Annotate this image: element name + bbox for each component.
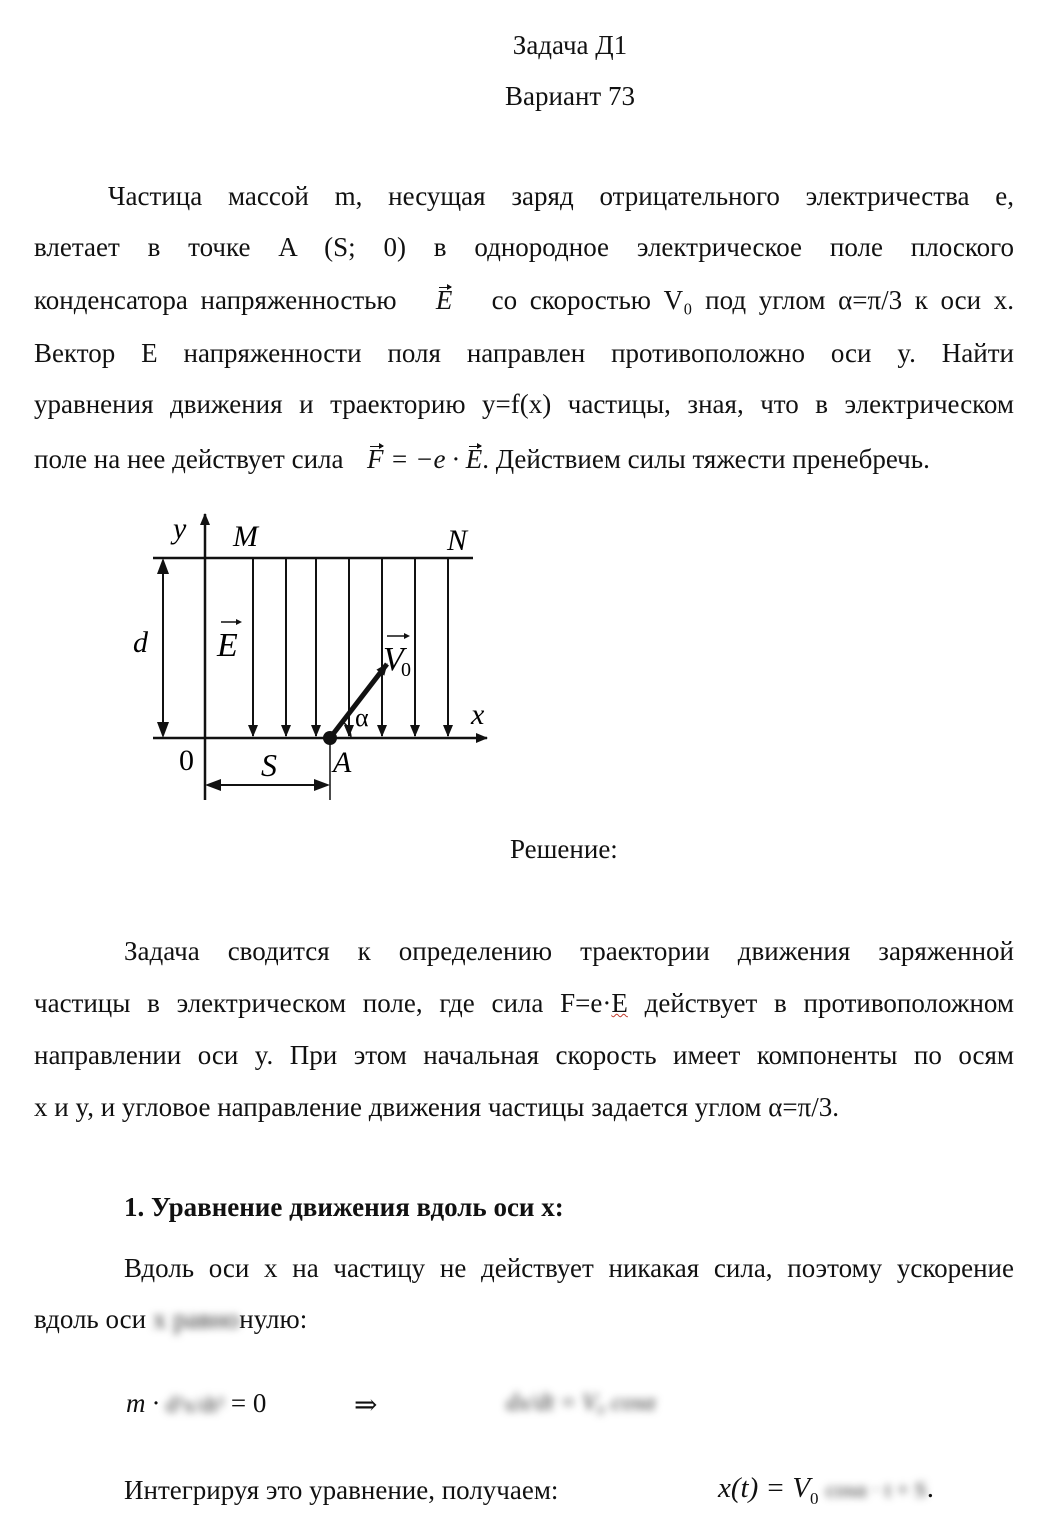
solution-line-2-e: E xyxy=(611,988,628,1018)
eq-zero: = 0 xyxy=(230,1388,267,1418)
problem-line-6a: поле на нее действует сила xyxy=(34,444,344,474)
integrate-text: Интегрируя это уравнение, получаем: xyxy=(124,1475,559,1505)
point-a-dot xyxy=(323,731,337,745)
eq-m: m · xyxy=(126,1388,159,1418)
capacitor-diagram xyxy=(125,510,505,810)
solution-line-4: x и y, и угловое направление движения частицы задается углом α=π/3. xyxy=(34,1092,840,1122)
solution-line-2a: частицы в электрическом поле, где сила F=e· xyxy=(34,988,612,1018)
problem-line-3b: со скоростью V₀ под углом α=π/3 к оси x. xyxy=(491,285,1014,315)
vector-e-symbol: E xyxy=(435,285,453,315)
force-formula-equals: = −e · xyxy=(383,444,466,474)
blurred-text: x равно xyxy=(152,1304,240,1334)
solution-heading: Решение: xyxy=(510,834,618,864)
problem-line-3 xyxy=(34,285,1014,316)
problem-line-1: Частица массой m, несущая заряд отрицательного электричества e, xyxy=(108,181,1014,211)
xt-formula xyxy=(718,1472,934,1509)
variant-title: Вариант 73 xyxy=(505,81,635,111)
label-v0: V xyxy=(383,641,404,678)
label-n: N xyxy=(447,524,468,557)
label-m: M xyxy=(233,520,258,553)
label-a: A xyxy=(333,746,352,779)
section-1-line-2b: нулю: xyxy=(239,1304,308,1334)
force-vector-symbol: F xyxy=(367,444,384,474)
solution-line-3: направлении оси y. При этом начальная скорость имеет компоненты по осям xyxy=(34,1040,1014,1070)
equation-lhs xyxy=(126,1388,266,1419)
field-vector-symbol: E xyxy=(465,444,483,474)
label-zero: 0 xyxy=(179,744,194,777)
label-x: x xyxy=(471,698,485,731)
problem-line-5: уравнения движения и траекторию y=f(x) частицы, зная, что в электрическом xyxy=(34,389,1014,419)
label-alpha: α xyxy=(355,703,369,732)
section-1-line-2a: вдоль оси xyxy=(34,1304,147,1334)
xt-x: x xyxy=(718,1472,731,1504)
eq-blurred-result: dx/dt = V₀ cosα xyxy=(506,1390,656,1416)
xt-sub: 0 xyxy=(810,1488,819,1508)
implies-arrow: ⇒ xyxy=(354,1390,378,1421)
eq-blurred-fraction: d²x/dt² xyxy=(165,1392,225,1417)
problem-line-3a: конденсатора напряженностью xyxy=(34,285,397,315)
xt-rest: (t) = V xyxy=(730,1472,811,1504)
xt-dot: . xyxy=(926,1472,934,1504)
label-v0-sub: 0 xyxy=(401,659,411,681)
section-1-line-1: Вдоль оси x на частицу не действует никакая сила, поэтому ускорение xyxy=(124,1253,1014,1283)
solution-line-1: Задача сводится к определению траектории движения заряженной xyxy=(124,936,1014,966)
problem-line-2: влетает в точке A (S; 0) в однородное электрическое поле плоского xyxy=(34,232,1014,262)
label-s: S xyxy=(261,747,277,783)
label-e-vector: E xyxy=(217,627,238,664)
xt-blurred: cosα · t + S xyxy=(825,1477,927,1502)
solution-line-2c: действует в противоположном xyxy=(627,988,1014,1018)
problem-line-6 xyxy=(34,444,1014,475)
label-y: y xyxy=(173,512,187,545)
problem-line-4: Вектор E напряженности поля направлен противоположно оси y. Найти xyxy=(34,338,1014,368)
solution-line-2 xyxy=(34,988,1014,1019)
problem-line-6b: . Действием силы тяжести пренебречь. xyxy=(482,444,930,474)
section-1-line-2 xyxy=(34,1304,1014,1335)
label-d: d xyxy=(133,626,148,659)
section-1-heading: 1. Уравнение движения вдоль оси x: xyxy=(124,1192,564,1222)
task-title: Задача Д1 xyxy=(512,30,628,60)
